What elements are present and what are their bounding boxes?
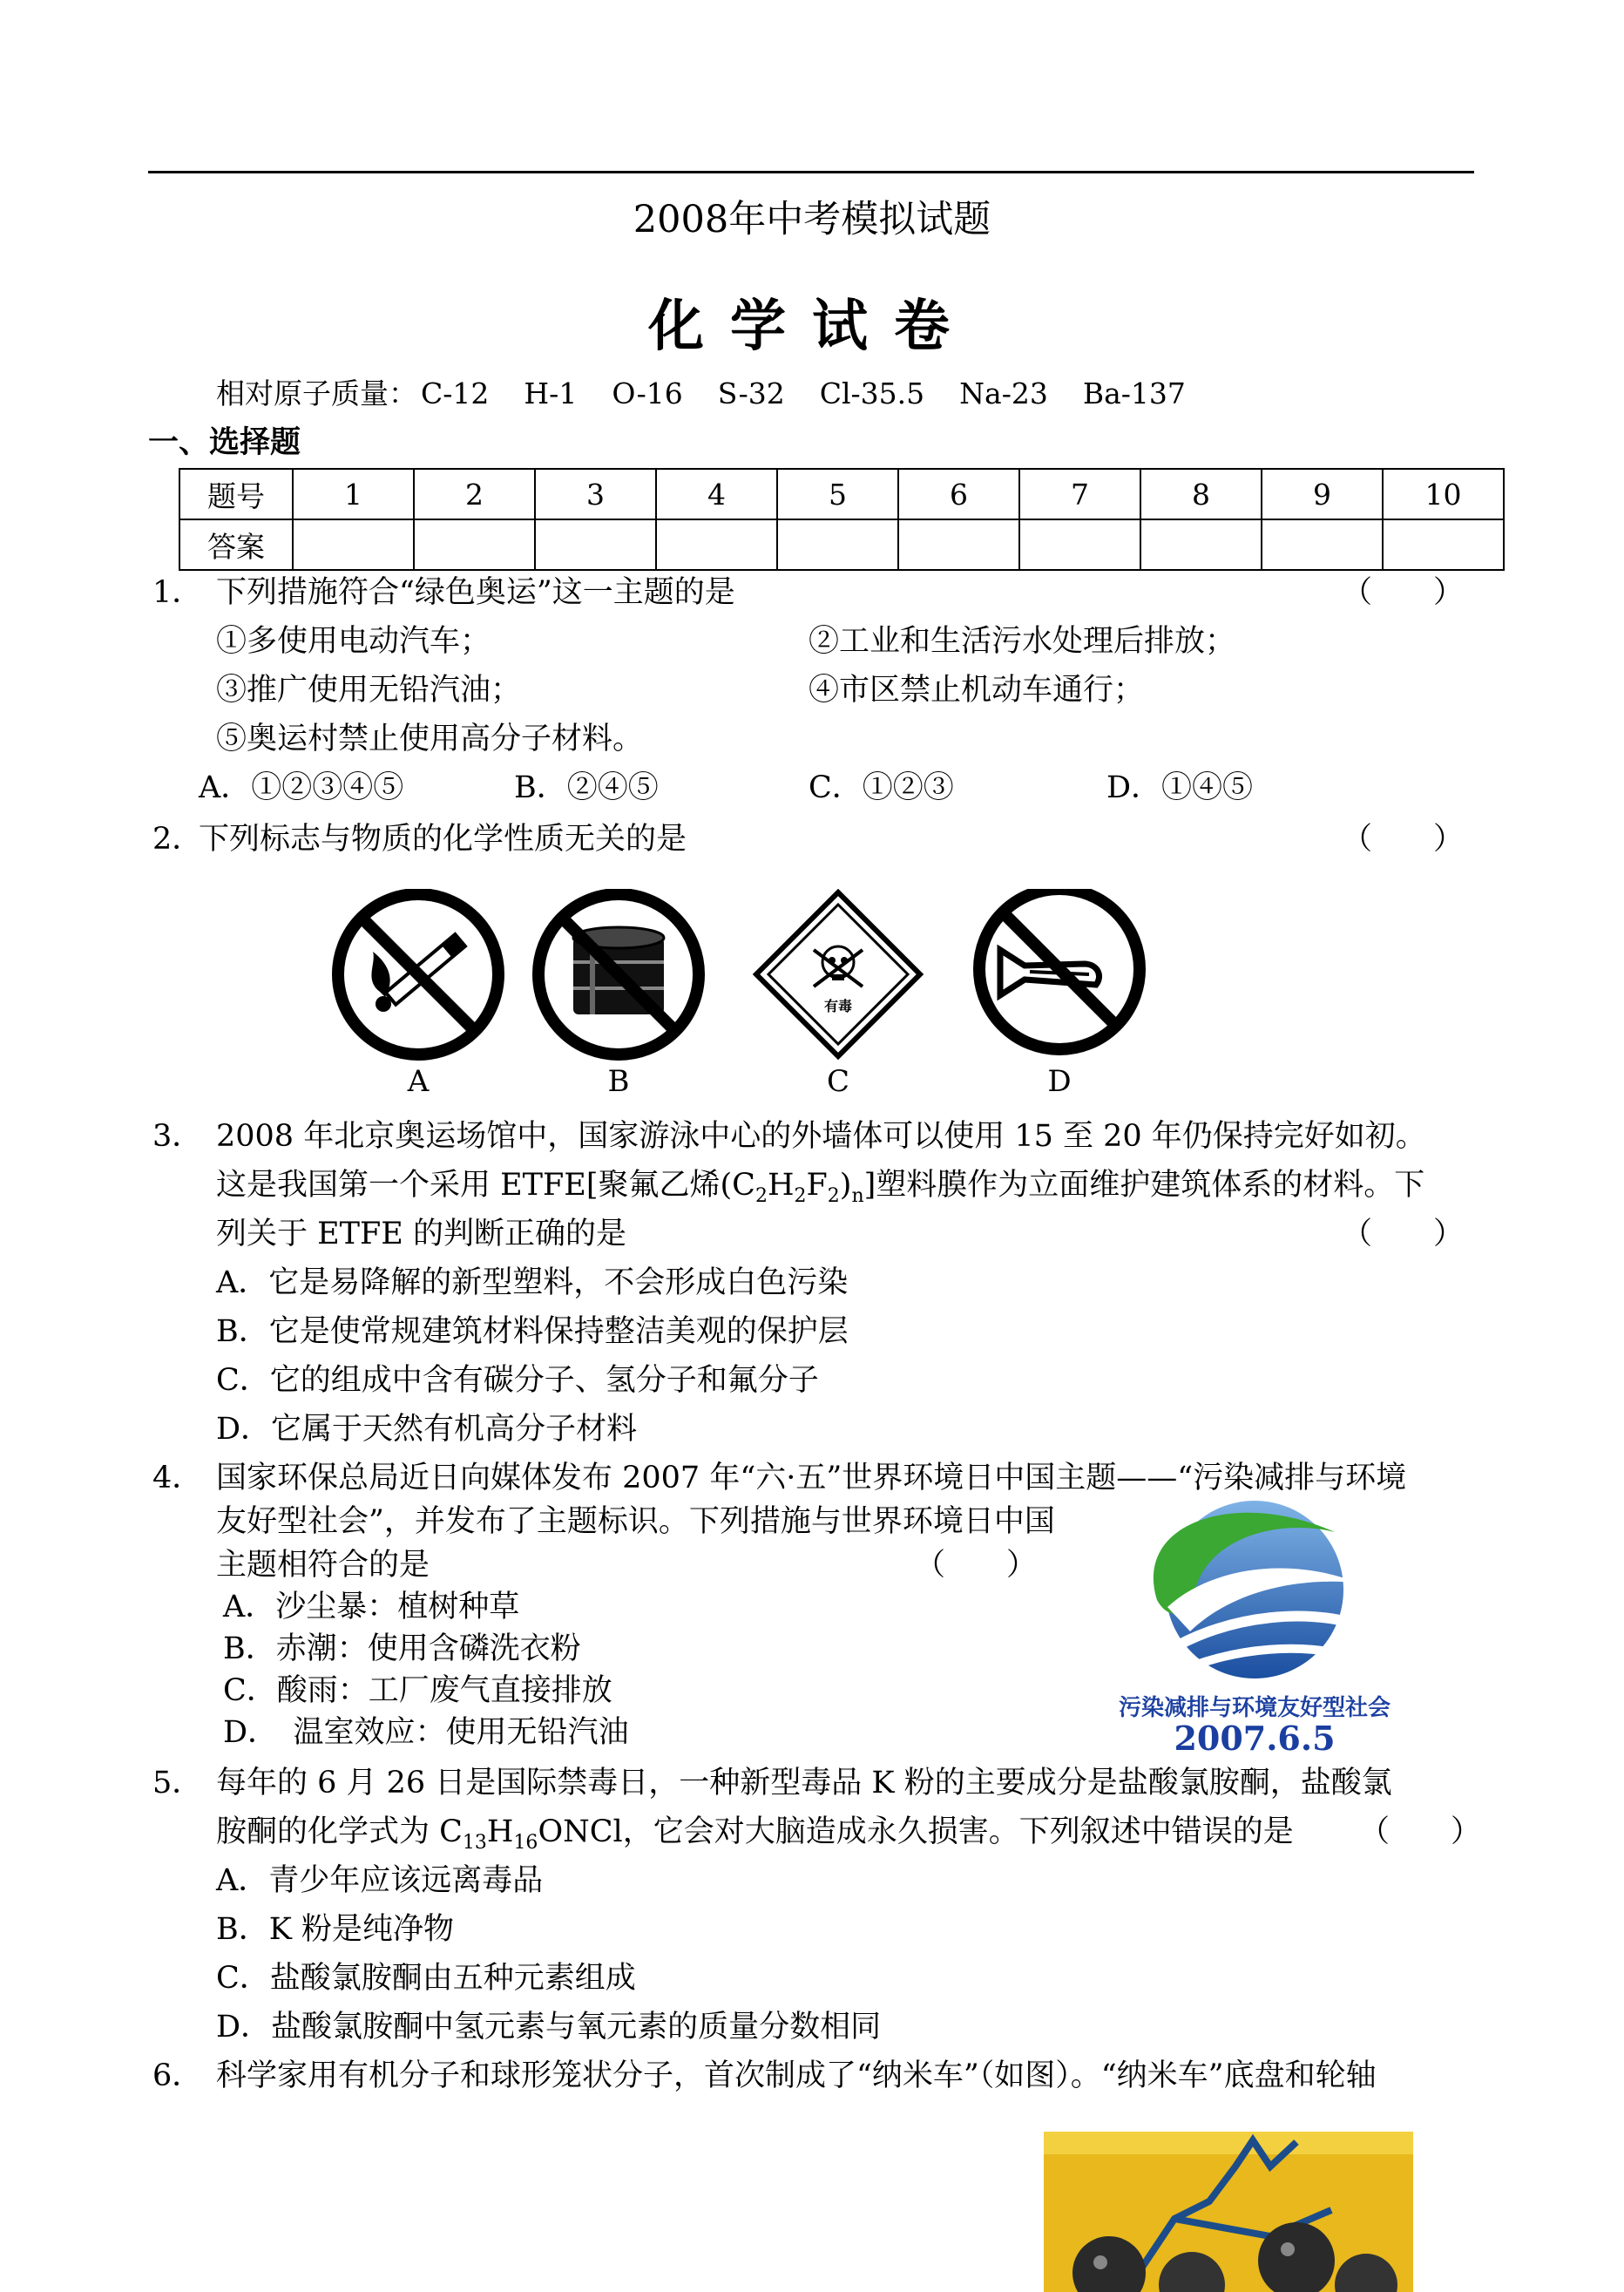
question-number-cell: 9 — [1262, 469, 1383, 519]
q4-line-3: 主题相符合的是 — [216, 1548, 430, 1583]
subject-title: 化学试卷 — [648, 294, 976, 359]
no-smoking-sign-icon — [338, 894, 498, 1054]
q5-option-c: C．盐酸氯胺酮由五种元素组成 — [216, 1961, 636, 1996]
atomic-mass-label: 相对原子质量： — [216, 376, 417, 410]
q1-item: ⑤奥运村禁止使用高分子材料。 — [216, 722, 644, 756]
question-number-cell: 7 — [1019, 469, 1140, 519]
atomic-mass-item: C-12 — [421, 376, 490, 410]
answer-table-label: 题号 — [179, 469, 293, 519]
logo-date: 2007.6.5 — [1174, 1719, 1336, 1757]
formula-subscript: 2 — [827, 1185, 840, 1207]
q4-option-d: D． 温室效应：使用无铅汽油 — [223, 1715, 629, 1750]
q1-option-b: B．②④⑤ — [514, 770, 659, 805]
formula-element: H — [767, 1168, 795, 1203]
q3-line-1: 2008 年北京奥运场馆中，国家游泳中心的外墙体可以使用 15 至 20 年仍保持完好如初。 — [216, 1119, 1426, 1154]
q1-option-d: D．①④⑤ — [1106, 770, 1254, 805]
q1-number: 1． — [152, 575, 203, 610]
q4-line-2: 友好型社会”，并发布了主题标识。下列措施与世界环境日中国 — [216, 1504, 1055, 1539]
section-title: 一、选择题 — [148, 425, 301, 460]
q1-item: ①多使用电动汽车； — [216, 624, 491, 659]
q3-line-2-text: 这是我国第一个采用 ETFE[聚氟乙烯(C — [216, 1168, 755, 1203]
question-number-cell: 4 — [656, 469, 777, 519]
sign-label-d: D — [1047, 1064, 1072, 1098]
question-number-cell: 5 — [777, 469, 898, 519]
question-number-cell: 8 — [1140, 469, 1262, 519]
q1-option-a: A．①②③④⑤ — [199, 770, 404, 805]
q5-option-a: A．青少年应该远离毒品 — [216, 1863, 544, 1898]
q2-signs-figure — [322, 889, 1167, 1098]
q1-item: ④市区禁止机动车通行； — [809, 673, 1145, 708]
question-number-cell: 1 — [293, 469, 414, 519]
formula-subscript: n — [851, 1185, 864, 1207]
nanocar-image — [1044, 2132, 1413, 2292]
atomic-mass-item: Ba-137 — [1082, 376, 1186, 410]
answer-cell[interactable] — [898, 519, 1019, 570]
q1-stem: 下列措施符合“绿色奥运”这一主题的是 — [216, 575, 735, 610]
q2-number: 2． — [152, 822, 203, 857]
answer-cell[interactable] — [535, 519, 656, 570]
q6-line-1: 科学家用有机分子和球形笼状分子，首次制成了“纳米车”（如图）。“纳米车”底盘和轮轴 — [216, 2058, 1377, 2093]
q4-option-a: A．沙尘暴：植树种草 — [223, 1590, 520, 1624]
q4-answer-paren: （ ） — [915, 1548, 1038, 1583]
atomic-mass-item: Cl-35.5 — [819, 376, 925, 410]
formula-subscript: 16 — [513, 1832, 538, 1854]
no-drum-sign-icon — [538, 894, 699, 1054]
question-number-cell: 2 — [414, 469, 535, 519]
answer-cell[interactable] — [1019, 519, 1140, 570]
header-rule — [148, 171, 1474, 173]
answer-cell[interactable] — [656, 519, 777, 570]
q3-option-a: A．它是易降解的新型塑料，不会形成白色污染 — [216, 1265, 849, 1300]
formula-element: H — [486, 1814, 514, 1849]
q2-stem: 下列标志与物质的化学性质无关的是 — [199, 822, 687, 857]
q1-item: ③推广使用无铅汽油； — [216, 673, 522, 708]
answer-table-answer-row — [179, 519, 1504, 570]
answer-table — [179, 468, 1505, 571]
q5-number: 5． — [152, 1766, 203, 1800]
formula-element: F — [806, 1168, 828, 1203]
q1-option-c: C．①②③ — [809, 770, 954, 805]
q6-number: 6． — [152, 2058, 203, 2093]
answer-cell[interactable] — [414, 519, 535, 570]
q5-line-2-tail: ONCl，它会对大脑造成永久损害。下列叙述中错误的是 — [538, 1814, 1294, 1849]
no-horn-sign-icon — [979, 889, 1140, 1049]
atomic-mass-item: S-32 — [717, 376, 785, 410]
question-number-cell: 6 — [898, 469, 1019, 519]
answer-cell[interactable] — [1140, 519, 1262, 570]
q3-line-3: 列关于 ETFE 的判断正确的是 — [216, 1217, 626, 1251]
q5-answer-paren: （ ） — [1359, 1814, 1482, 1849]
q3-option-c: C．它的组成中含有碳分子、氢分子和氟分子 — [216, 1363, 819, 1398]
sign-label-a: A — [407, 1064, 430, 1098]
formula-subscript: 13 — [462, 1832, 487, 1854]
atomic-mass-item: Na-23 — [959, 376, 1048, 410]
answer-cell[interactable] — [777, 519, 898, 570]
answer-cell[interactable] — [1262, 519, 1383, 570]
q4-option-c: C．酸雨：工厂废气直接排放 — [223, 1673, 612, 1708]
q3-option-b: B．它是使常规建筑材料保持整洁美观的保护层 — [216, 1314, 849, 1349]
q5-option-d: D．盐酸氯胺酮中氢元素与氧元素的质量分数相同 — [216, 2010, 882, 2044]
answer-cell[interactable] — [1383, 519, 1504, 570]
question-number-cell: 3 — [535, 469, 656, 519]
q1-answer-paren: （ ） — [1342, 575, 1465, 610]
q3-option-d: D．它属于天然有机高分子材料 — [216, 1412, 638, 1447]
q3-number: 3． — [152, 1119, 203, 1154]
answer-table-label: 答案 — [179, 519, 293, 570]
q5-option-b: B．K 粉是纯净物 — [216, 1912, 454, 1947]
question-number-cell: 10 — [1383, 469, 1504, 519]
formula-subscript: 2 — [794, 1185, 807, 1207]
q3-answer-paren: （ ） — [1342, 1217, 1465, 1251]
q4-number: 4． — [152, 1461, 203, 1495]
sign-label-b: B — [607, 1064, 630, 1098]
formula-subscript: 2 — [754, 1185, 768, 1207]
q2-answer-paren: （ ） — [1342, 822, 1465, 857]
q4-line-1: 国家环保总局近日向媒体发布 2007 年“六·五”世界环境日中国主题——“污染减排与环境 — [216, 1461, 1407, 1495]
q4-option-b: B．赤潮：使用含磷洗衣粉 — [223, 1631, 581, 1666]
environment-day-logo — [1106, 1492, 1403, 1757]
atomic-mass-line — [216, 371, 1221, 417]
q5-line-1: 每年的 6 月 26 日是国际禁毒日，一种新型毒品 K 粉的主要成分是盐酸氯胺酮，盐酸氯 — [216, 1766, 1392, 1800]
answer-table-header-row — [179, 469, 1504, 519]
answer-cell[interactable] — [293, 519, 414, 570]
q5-line-2-text: 胺酮的化学式为 C — [216, 1814, 463, 1849]
toxic-sign-text: 有毒 — [823, 998, 853, 1014]
q1-item: ②工业和生活污水处理后排放； — [809, 624, 1236, 659]
formula-bracket: ) — [839, 1168, 852, 1203]
logo-caption: 污染减排与环境友好型社会 — [1118, 1695, 1391, 1721]
exam-title: 2008年中考模拟试题 — [633, 198, 991, 241]
toxic-sign-icon — [756, 892, 920, 1056]
sign-label-c: C — [826, 1064, 850, 1098]
q3-line-2-tail: ]塑料膜作为立面维护建筑体系的材料。下 — [863, 1168, 1425, 1203]
atomic-mass-item: H-1 — [524, 376, 578, 410]
atomic-mass-item: O-16 — [612, 376, 683, 410]
